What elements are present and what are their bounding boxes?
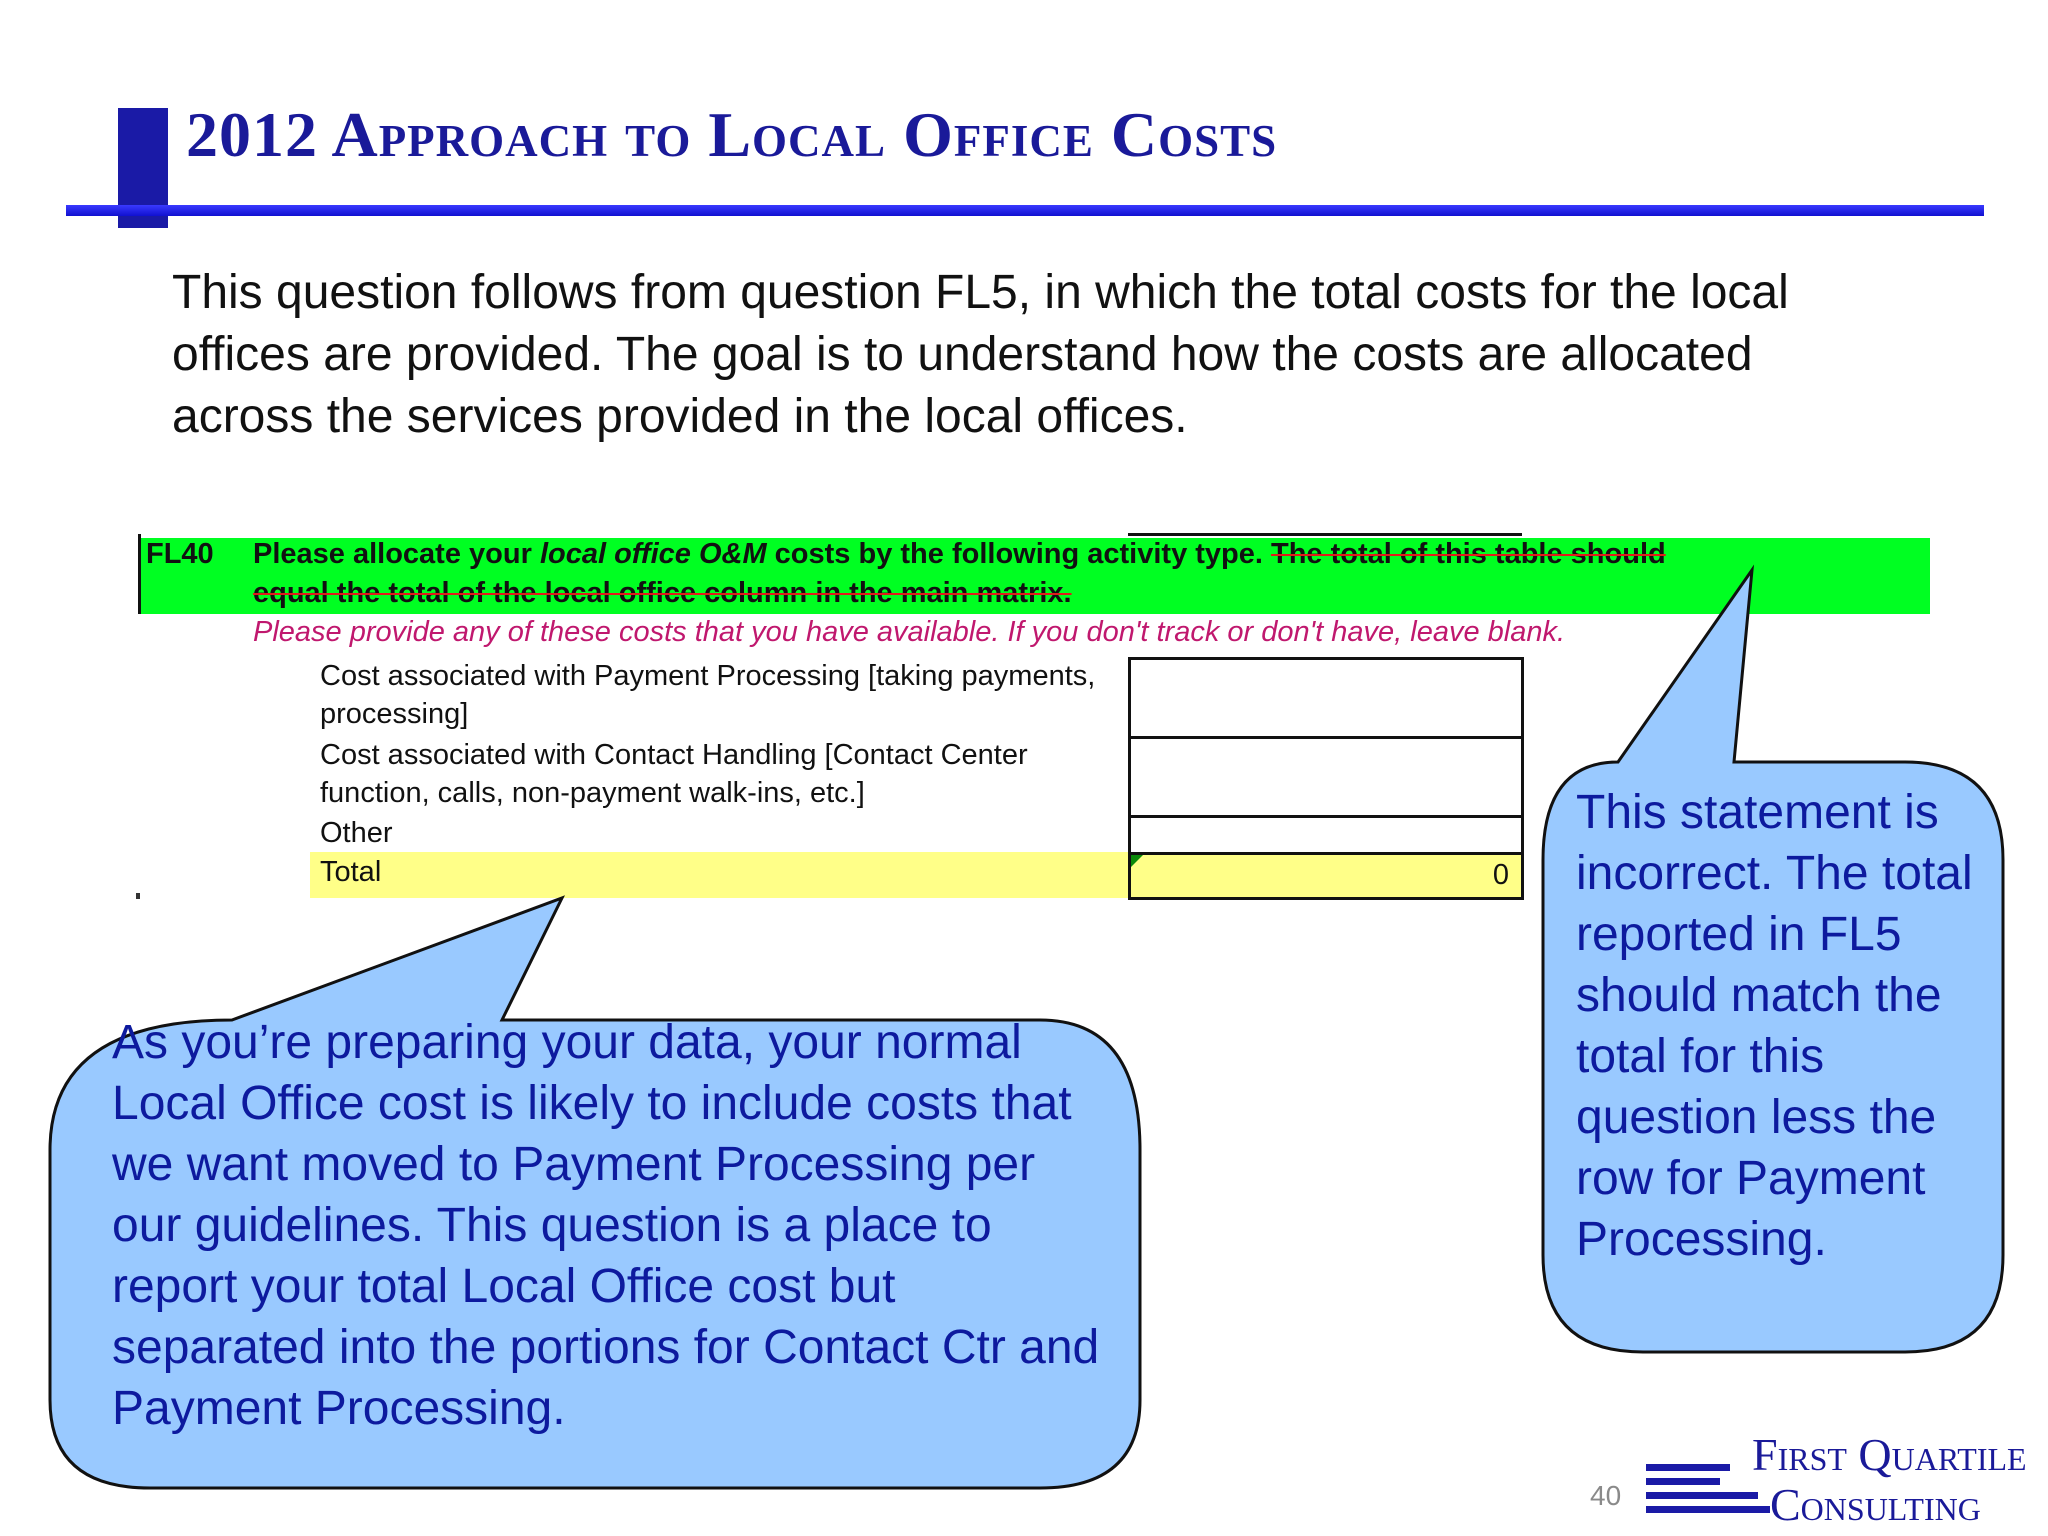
question-part1: Please allocate your: [253, 538, 540, 570]
intro-paragraph: This question follows from question FL5, in which the total costs for the local offices are provided. The goal is to understand how the costs are allocated across the services provided in the local offices.: [172, 266, 1789, 443]
total-value: 0: [1492, 859, 1509, 891]
question-part2: costs by the following activity type.: [766, 538, 1271, 570]
question-struck-text-2: equal the total of the local office column in the main matrix.: [253, 577, 1072, 609]
company-logo: [1642, 1430, 2048, 1530]
row-label-contact-handling: Cost associated with Contact Handling [Contact Center function, calls, non-payment walk-ins, etc.]: [320, 739, 1028, 809]
logo-line2: Consulting: [1770, 1479, 1981, 1530]
callout-right-text: This statement is incorrect. The total reported in FL5 should match the total for this question less the row for Payment Processing.: [1576, 786, 1973, 1266]
callout-left-text: As you’re preparing your data, your normal Local Office cost is likely to include costs that we want moved to Payment Processing per our guidelines. This question is a place to report your total Local Office cost but separated into the portions for Contact Ctr and Payment Processing.: [112, 1016, 1100, 1435]
row-label-payment-processing: Cost associated with Payment Processing [taking payments, processing]: [320, 660, 1096, 730]
logo-line1: First Quartile: [1752, 1430, 2027, 1480]
question-emphasis: local office O&M: [539, 538, 767, 570]
row-label-total: Total: [320, 856, 382, 888]
page-number: 40: [1590, 1480, 1622, 1511]
question-note: Please provide any of these costs that you have available. If you don't track or don't have, leave blank.: [253, 616, 1566, 648]
row-label-other: Other: [320, 817, 393, 849]
question-struck-text-1: The total of this table should: [1271, 538, 1666, 570]
question-code: FL40: [146, 538, 214, 570]
slide-title: 2012 Approach to Local Office Costs: [186, 99, 1278, 170]
